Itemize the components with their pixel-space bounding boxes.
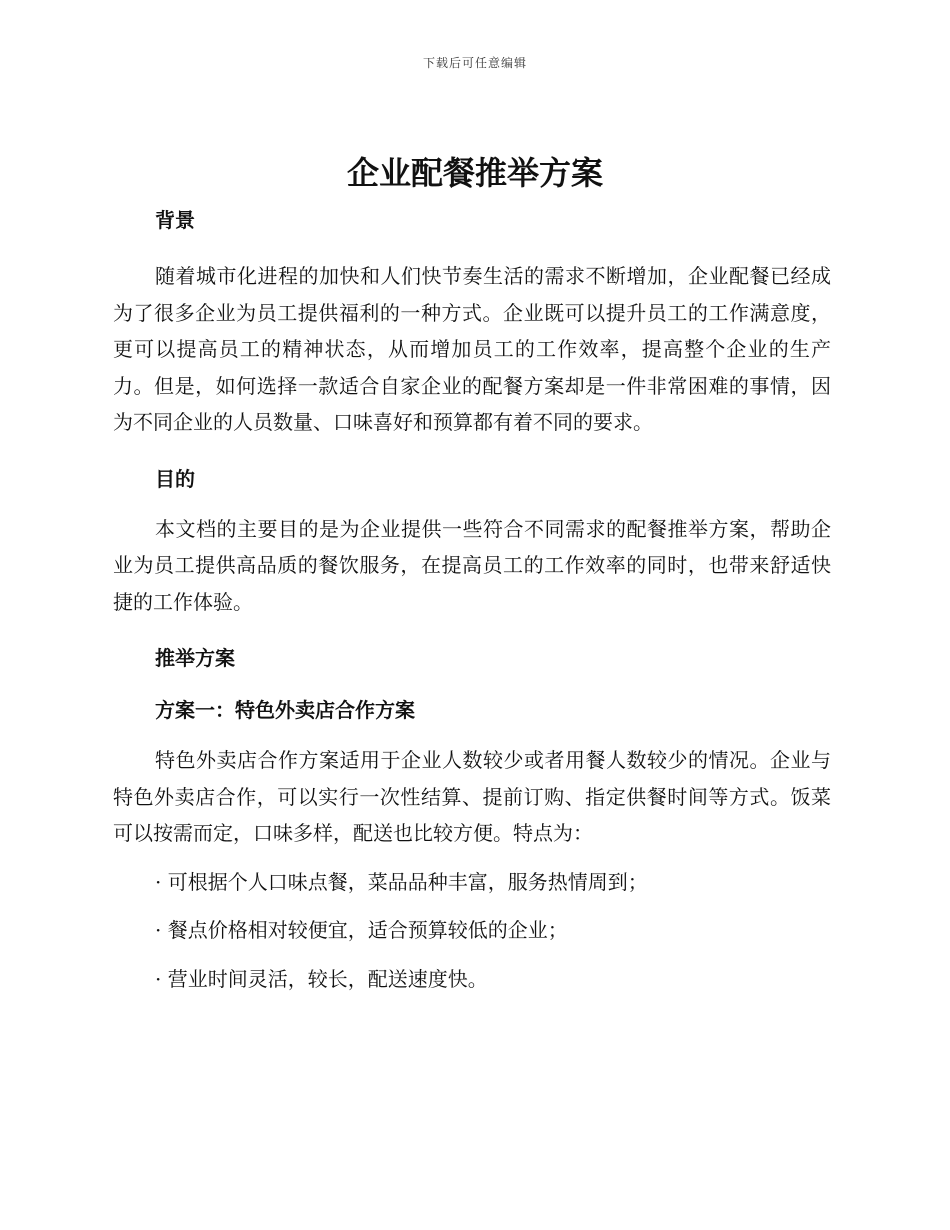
section-heading-purpose: 目的 [155,466,195,491]
page-header-note: 下载后可任意编辑 [422,56,527,70]
plan-one-bullet: · 营业时间灵活，较长，配送速度快。 [155,966,488,991]
plan-one-bullet: · 可根据个人口味点餐，菜品品种丰富，服务热情周到； [155,869,648,894]
plan-one-paragraph: 特色外卖店合作方案适用于企业人数较少或者用餐人数较少的情况。企业与特色外卖店合作，可以实行一次性结算、提前订购、指定供餐时间等方式。饭菜可以按需而定，口味多样，配送也比较方便。特点为： [113,748,831,845]
plan-one-heading: 方案一：特色外卖店合作方案 [155,698,415,722]
plan-one-bullet: · 餐点价格相对较便宜，适合预算较低的企业； [155,918,568,942]
section-heading-background: 背景 [155,208,195,232]
section-heading-recommendation: 推举方案 [155,646,235,670]
purpose-paragraph: 本文档的主要目的是为企业提供一些符合不同需求的配餐推举方案，帮助企业为员工提供高品质的餐饮服务，在提高员工的工作效率的同时，也带来舒适快捷的工作体验。 [113,516,831,614]
background-paragraph: 随着城市化进程的加快和人们快节奏生活的需求不断增加，企业配餐已经成为了很多企业为员工提供福利的一种方式。企业既可以提升员工的工作满意度，更可以提高员工的精神状态，从而增加员工的工作效率，提高整个企业的生产力。但是，如何选择一款适合自家企业的配餐方案却是一件非常困难的事情，因为不同企业的人员数量、口味喜好和预算都有着不同的要求。 [113,264,831,434]
document-title: 企业配餐推举方案 [346,154,603,192]
document-body [113,200,831,997]
